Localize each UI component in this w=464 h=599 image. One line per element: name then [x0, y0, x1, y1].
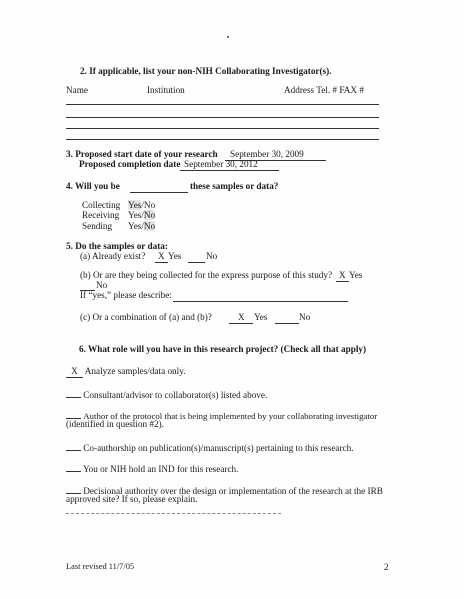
- q4-blank[interactable]: [130, 192, 188, 193]
- q6-option-consultant-check[interactable]: [66, 388, 81, 398]
- q3-completion-label: Proposed completion date: [79, 159, 181, 169]
- q6-option-consultant[interactable]: [66, 388, 267, 401]
- collaborator-line-1[interactable]: [66, 104, 379, 105]
- q4-heading-a: 4. Will you be: [66, 181, 120, 191]
- q4-row-sending-answer[interactable]: [128, 221, 155, 232]
- q4-receiving-yes: Yes/: [128, 210, 144, 220]
- q4-sending-no-shaded: No: [143, 221, 156, 231]
- q3-start-label: 3. Proposed start date of your research: [66, 149, 218, 159]
- q4-row-receiving-label: Receiving: [82, 210, 120, 220]
- q5-heading: 5. Do the samples or data:: [66, 241, 168, 251]
- q2-heading: 2. If applicable, list your non-NIH Collaborating Investigator(s).: [80, 66, 332, 76]
- q2-col-institution: Institution: [147, 85, 185, 95]
- q5c-yes: Yes: [254, 312, 268, 322]
- explain-line[interactable]: [66, 513, 281, 514]
- q6-option-ind[interactable]: [66, 462, 238, 475]
- start-date-value[interactable]: September 30, 2009: [230, 149, 304, 159]
- q5c-no-blank[interactable]: [275, 323, 299, 324]
- q6-option-analyze-check[interactable]: X: [66, 367, 83, 378]
- q6-option-coauthor-check[interactable]: [66, 441, 81, 451]
- completion-date-value[interactable]: September 30, 2012: [184, 159, 258, 169]
- q5c-prefix: (c) Or a combination of (a) and (b)?: [80, 312, 212, 322]
- q5c-no: No: [299, 312, 311, 322]
- q2-col-address: Address Tel. # FAX #: [284, 85, 364, 95]
- q5b-describe-line[interactable]: [173, 301, 348, 302]
- q5b-yes: Yes: [349, 270, 363, 280]
- q5a-prefix: (a) Already exist?: [80, 251, 146, 261]
- q5b-no: No: [96, 280, 108, 290]
- q4-sending-yes: Yes/: [128, 221, 144, 231]
- collaborator-line-3[interactable]: [66, 128, 379, 129]
- q5b-prefix: (b) Or are they being collected for the express purpose of this study?: [80, 270, 333, 280]
- q6-option-ind-text: You or NIH hold an IND for this research.: [82, 464, 239, 474]
- q4-heading-b: these samples or data?: [190, 181, 279, 191]
- q6-option-consultant-text: Consultant/advisor to collaborator(s) listed above.: [83, 390, 268, 400]
- q6-option-decisional-text: Decisional authority over the design or implementation of the research at the IRB: [83, 486, 383, 496]
- q4-row-collecting-label: Collecting: [82, 200, 121, 210]
- q2-col-name: Name: [66, 85, 88, 95]
- q4-row-receiving-answer[interactable]: [128, 210, 155, 221]
- q6-option-author-text: Author of the protocol that is being implemented by your collaborating investigator: [83, 411, 378, 421]
- q6-option-analyze-text: Analyze samples/data only.: [84, 366, 186, 376]
- q6-option-ind-check[interactable]: [66, 462, 81, 472]
- collaborator-line-4[interactable]: [66, 139, 379, 140]
- q5b-mark-line: [336, 281, 349, 282]
- q6-option-author-check[interactable]: [66, 409, 81, 419]
- q6-option-coauthor[interactable]: [66, 441, 354, 454]
- q4-collecting-no: /No: [141, 200, 156, 210]
- scan-speck: [227, 36, 229, 38]
- collaborator-line-2[interactable]: [66, 117, 379, 118]
- page-number: 2: [384, 562, 389, 572]
- footer-revised: Last revised 11/7/05: [66, 562, 135, 571]
- q6-option-author-cont: (identified in question #2).: [66, 419, 164, 429]
- q5c-mark-line: [229, 323, 253, 324]
- q5a-no: No: [206, 251, 218, 261]
- q5a-mark-line: [155, 262, 168, 263]
- q5c-mark[interactable]: X: [238, 312, 245, 322]
- q4-collecting-yes-shaded: Yes: [128, 200, 142, 210]
- q6-option-decisional-check[interactable]: [66, 484, 81, 494]
- q5b-mark[interactable]: X: [339, 270, 346, 280]
- q4-receiving-no-shaded: No: [143, 210, 156, 220]
- q5a-mark[interactable]: X: [158, 251, 165, 261]
- completion-date-underline: [180, 170, 279, 171]
- q5a-yes: Yes: [168, 251, 182, 261]
- q5a-no-blank[interactable]: [188, 262, 205, 263]
- q5b-describe-label: If “yes,” please describe:: [80, 290, 172, 300]
- q6-heading: 6. What role will you have in this research project? (Check all that apply): [79, 344, 367, 354]
- q6-option-coauthor-text: Co-authorship on publication(s)/manuscript(s) pertaining to this research.: [83, 443, 354, 453]
- q6-option-decisional-cont: approved site? If so, please explain.: [66, 494, 198, 504]
- q6-option-analyze[interactable]: [66, 366, 186, 378]
- q4-row-sending-label: Sending: [82, 221, 113, 231]
